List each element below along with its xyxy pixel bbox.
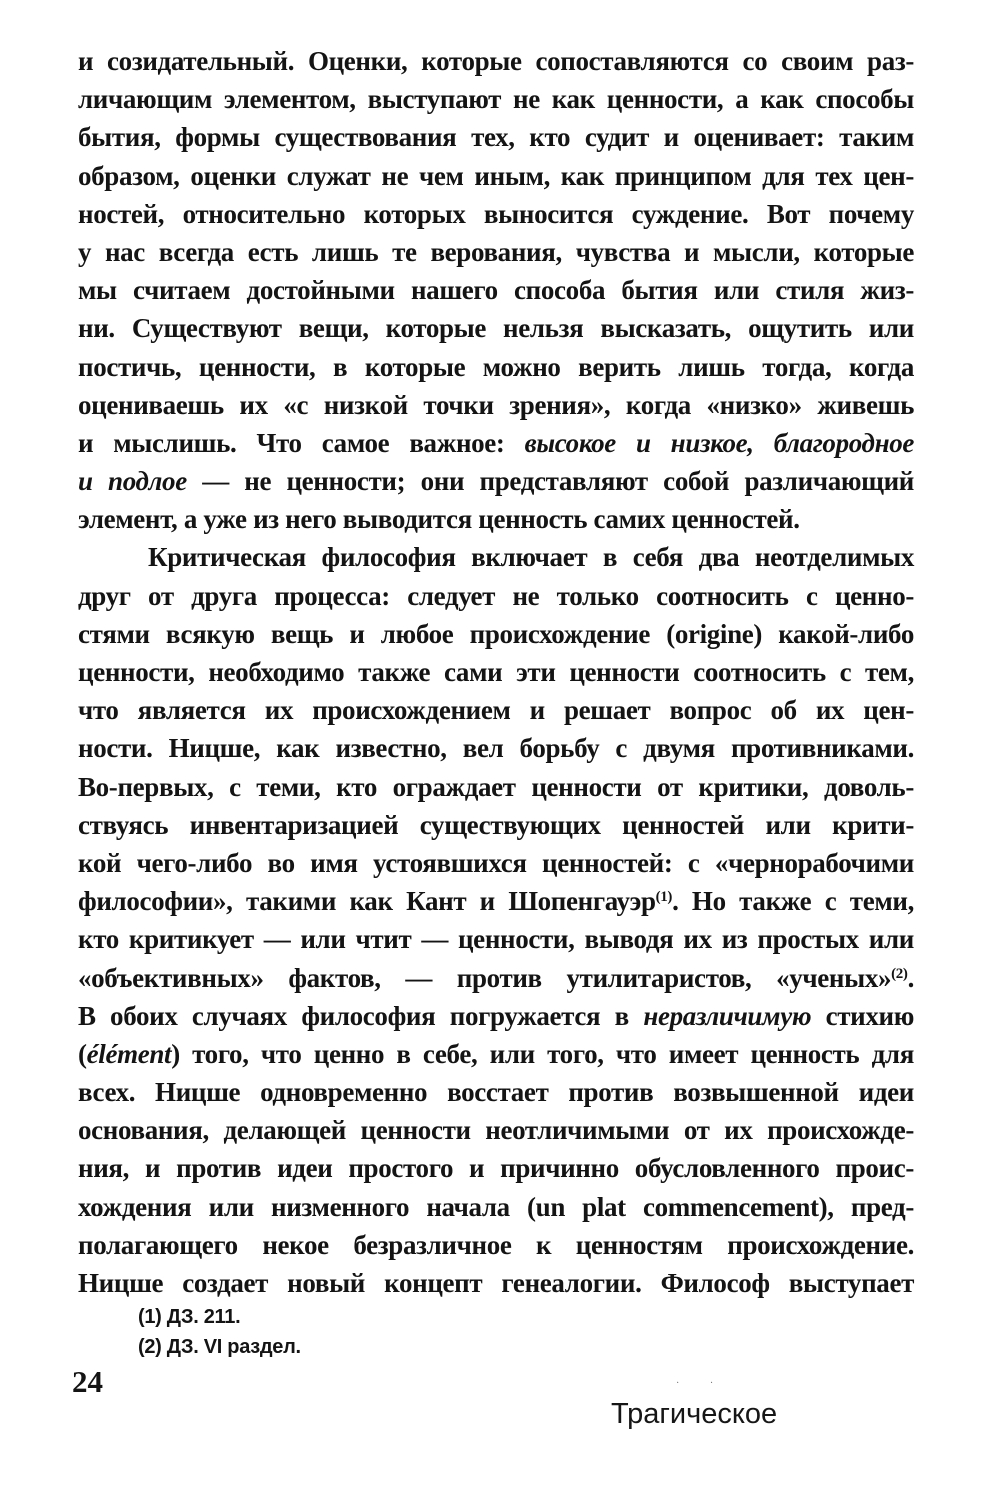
text-run: оцениваешь их «с низкой точки зрения», когда «низко» живешь xyxy=(78,389,914,420)
text-line xyxy=(78,271,914,309)
text-line xyxy=(78,882,914,920)
text-run: всех. Ницше одновременно восстает против возвышенной идеи xyxy=(78,1077,914,1108)
text-line xyxy=(78,1188,914,1226)
italic-text: и подлое xyxy=(78,466,187,497)
italic-text: высокое и низкое, благородное xyxy=(524,427,914,458)
text-run: Критическая философия включает в себя два неотделимых xyxy=(148,542,914,573)
text-run: бытия, формы существования тех, кто судит и оценивает: таким xyxy=(78,122,914,153)
text-line xyxy=(78,500,914,538)
text-line xyxy=(78,729,914,767)
text-run: что является их происхождением и решает вопрос об их цен- xyxy=(78,695,914,726)
text-run: Во-первых, с теми, кто ограждает ценности от критики, доволь- xyxy=(78,771,914,802)
text-run: философии», такими как Кант и Шопенгауэр xyxy=(78,886,656,917)
text-run: и созидательный. Оценки, которые сопоставляются со своим раз- xyxy=(78,46,914,76)
text-run: стихию xyxy=(811,1000,914,1031)
text-line xyxy=(78,691,914,729)
page-number: 24 xyxy=(72,1364,103,1399)
footnote: (1) ДЗ. 211. xyxy=(138,1306,241,1328)
text-run: Ницше создает новый концепт генеалогии. Философ выступает xyxy=(78,1268,914,1298)
text-line xyxy=(78,997,914,1035)
footnote-ref: (1) xyxy=(655,889,673,906)
text-run: ) того, что ценно в себе, или того, что имеет ценность для xyxy=(171,1038,914,1069)
text-line xyxy=(78,1226,914,1264)
text-line xyxy=(78,195,914,233)
text-line xyxy=(78,233,914,271)
text-run: и мыслишь. Что самое важное: xyxy=(78,427,525,458)
text-run: стями всякую вещь и любое происхождение (origine) какой-либо xyxy=(78,618,914,649)
italic-text: élément xyxy=(86,1038,172,1069)
text-line xyxy=(78,577,914,615)
text-run: ности. Ницше, как известно, вел борьбу с двумя противниками. xyxy=(78,733,914,764)
text-run: В обоих случаях философия погружается в xyxy=(78,1000,644,1031)
text-run: хождения или низменного начала (un plat commencement), пред- xyxy=(78,1191,914,1222)
italic-text: неразличимую xyxy=(643,1000,812,1031)
text-line xyxy=(78,1073,914,1111)
text-line xyxy=(78,348,914,386)
text-line xyxy=(78,844,914,882)
text-run: кой чего-либо во имя устоявшихся ценностей: с «чернорабочими xyxy=(78,847,914,878)
text-line xyxy=(78,1035,914,1073)
text-run: . xyxy=(907,962,914,993)
footnote-ref: (2) xyxy=(891,965,908,982)
text-run: элемент, а уже из него выводится ценность самих ценностей. xyxy=(78,504,800,535)
text-run: ни. Существуют вещи, которые нельзя высказать, ощутить или xyxy=(78,313,914,344)
text-line xyxy=(78,1264,914,1302)
text-run: постичь, ценности, в которые можно верить лишь тогда, когда xyxy=(78,351,914,382)
text-run: ( xyxy=(78,1038,87,1069)
text-line xyxy=(78,1149,914,1187)
text-line xyxy=(78,462,914,500)
text-line xyxy=(78,768,914,806)
footnotes xyxy=(138,1302,638,1362)
text-run: ния, и против идеи простого и причинно обусловленного проис- xyxy=(78,1153,914,1184)
text-line xyxy=(78,118,914,156)
text-line xyxy=(78,920,914,958)
text-line xyxy=(78,806,914,844)
text-line xyxy=(78,309,914,347)
scan-specks: · · xyxy=(676,1378,728,1389)
text-line xyxy=(78,424,914,462)
running-title: Трагическое xyxy=(611,1398,778,1430)
text-line xyxy=(78,157,914,195)
text-run: ствуясь инвентаризацией существующих ценностей или крити- xyxy=(78,809,914,840)
text-line xyxy=(78,386,914,424)
footnote: (2) ДЗ. VI раздел. xyxy=(138,1336,301,1358)
text-run: мы считаем достойными нашего способа бытия или стиля жиз- xyxy=(78,275,914,306)
text-line xyxy=(78,80,914,118)
text-run: ностей, относительно которых выносится суждение. Вот почему xyxy=(78,198,914,229)
text-line xyxy=(78,959,914,997)
text-run: ценности, необходимо также сами эти ценности соотносить с тем, xyxy=(78,657,914,687)
text-line xyxy=(78,1111,914,1149)
text-run: друг от друга процесса: следует не только соотносить с ценно- xyxy=(78,580,914,611)
text-run: кто критикует — или чтит — ценности, выводя их из простых или xyxy=(78,924,914,955)
text-run: . Но также с теми, xyxy=(672,886,914,917)
text-line xyxy=(78,42,914,80)
text-run: образом, оценки служат не чем иным, как принципом для тех цен- xyxy=(78,160,914,191)
body-text xyxy=(78,42,914,1302)
text-run: «объективных» фактов, — против утилитаристов, «ученых» xyxy=(78,962,892,993)
text-line xyxy=(78,653,914,691)
text-line xyxy=(78,538,914,576)
text-run: основания, делающей ценности неотличимыми от их происхожде- xyxy=(78,1115,914,1146)
text-line xyxy=(78,615,914,653)
text-run: личающим элементом, выступают не как ценности, а как способы xyxy=(78,84,914,115)
text-run: полагающего некое безразличное к ценностям происхождение. xyxy=(78,1229,914,1260)
text-run: у нас всегда есть лишь те верования, чувства и мысли, которые xyxy=(78,236,914,267)
text-run: — не ценности; они представляют собой различающий xyxy=(186,466,914,497)
